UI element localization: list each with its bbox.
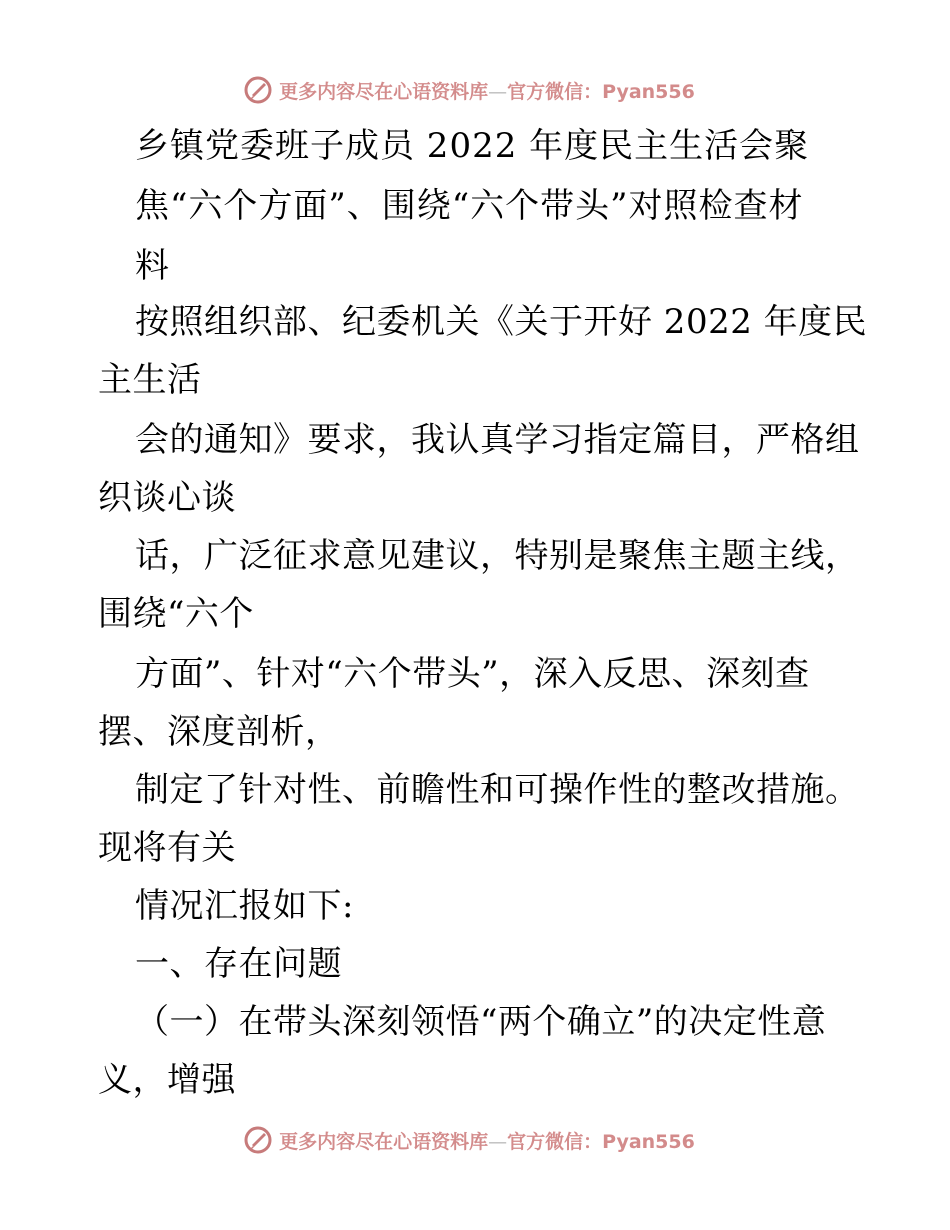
watermark-dash: — (488, 1130, 508, 1153)
watermark-brand: 更多内容尽在心语资料库 (279, 1130, 489, 1153)
subsection-heading: （一）在带头深刻领悟“两个确立”的决定性意 (135, 1002, 827, 1042)
paragraph-line: 义，增强 (98, 1060, 236, 1100)
paragraph-line: 现将有关 (98, 828, 236, 868)
paragraph-line: 摆、深度剖析， (98, 712, 340, 752)
paragraph-line: 围绕“六个 (98, 594, 254, 634)
watermark-brand: 更多内容尽在心语资料库 (279, 80, 489, 103)
watermark-dash: — (488, 80, 508, 103)
paragraph-line: 织谈心谈 (98, 478, 236, 518)
paragraph-line: 方面”、针对“六个带头”，深入反思、深刻查 (135, 654, 810, 694)
document-title-line-2: 焦“六个方面”、围绕“六个带头”对照检查材 (135, 186, 804, 226)
paragraph-line: 会的通知》要求，我认真学习指定篇目，严格组 (135, 420, 860, 460)
footer-watermark (0, 1120, 950, 1160)
section-heading: 一、存在问题 (135, 944, 342, 984)
paragraph-line: 制定了针对性、前瞻性和可操作性的整改措施。 (135, 770, 860, 810)
watermark-contact: 官方微信：Pyan556 (507, 1130, 695, 1153)
document-title-line-3: 料 (135, 246, 170, 286)
paragraph-line: 情况汇报如下: (135, 886, 354, 926)
pen-logo-icon (243, 1125, 273, 1155)
footer-watermark-text (279, 1127, 695, 1154)
footer-watermark-content (243, 1125, 695, 1155)
document-title-line-1: 乡镇党委班子成员 2022 年度民主生活会聚 (135, 126, 810, 166)
paragraph-line: 话，广泛征求意见建议，特别是聚焦主题主线， (135, 536, 860, 576)
paragraph-line: 主生活 (98, 360, 202, 400)
paragraph-line: 按照组织部、纪委机关《关于开好 2022 年度民 (135, 302, 868, 342)
watermark-contact: 官方微信：Pyan556 (507, 80, 695, 103)
